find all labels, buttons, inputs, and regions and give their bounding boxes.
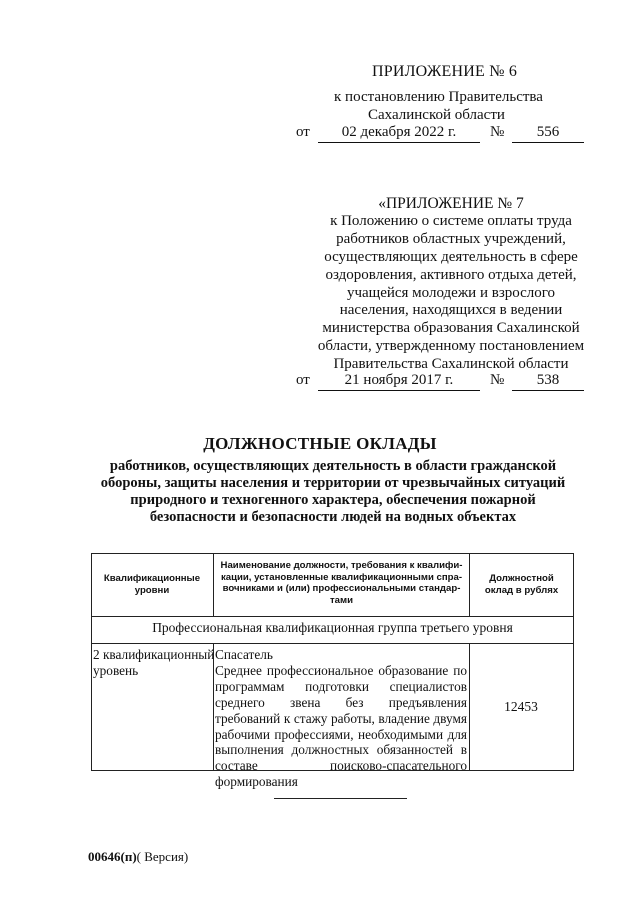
appendix-7-line: министерства образования Сахалинской [322, 320, 580, 337]
appendix-7-reference [296, 372, 596, 392]
header-salary [470, 573, 573, 596]
level-text: уровень [93, 663, 139, 678]
document-version: ( Версия) [136, 849, 189, 864]
number-label: № [490, 372, 505, 388]
appendix-7-line: к Положению о системе оплаты труда [330, 212, 572, 229]
end-separator-line [274, 798, 407, 799]
requirements-text: Среднее профессиональное образование по программам подготовки специалистов среднего звена без предъявления требований к стажу работы, владение двумя рабочими профессиями, необходимыми для выполнения должностных обязанностей в составе поисково-спасательного формирования [215, 662, 467, 790]
table-border-right [573, 553, 574, 771]
ot-label: от [296, 372, 310, 388]
table-cell-requirements [215, 647, 467, 790]
table-cell-salary: 12453 [504, 699, 538, 714]
document-subtitle [100, 458, 566, 526]
subtitle-line: безопасности и безопасности людей на водных объектах [149, 509, 517, 525]
header-text: Наименование должности, требования к квалифи- [220, 560, 463, 571]
appendix-7-line: учащейся молодежи и взрослого [346, 284, 556, 301]
position-name: Спасатель [215, 647, 273, 662]
resolution-date: 21 ноября 2017 г. [318, 372, 480, 391]
appendix-6-title: ПРИЛОЖЕНИЕ № 6 [372, 63, 518, 80]
level-text: 2 квалификационный [93, 647, 215, 662]
appendix-7-block [306, 195, 596, 374]
table-group-divider [91, 643, 574, 644]
appendix-7-line: Правительства Сахалинской области [333, 356, 569, 373]
appendix-7-line: области, утвержденному постановлением [317, 338, 585, 355]
subtitle-line: работников, осуществляющих деятельность в области гражданской [109, 458, 557, 474]
appendix-7-line: населения, находящихся в ведении [339, 302, 563, 319]
header-text: кации, установленные квалификационными спра- [220, 571, 463, 583]
header-position-requirements [214, 560, 469, 606]
appendix-7-title: «ПРИЛОЖЕНИЕ № 7 [378, 195, 524, 212]
number-label: № [490, 124, 505, 140]
subtitle-line: природного и техногенного характера, обеспечения пожарной [130, 492, 536, 508]
resolution-number: 538 [512, 372, 584, 391]
table-border-top [91, 553, 574, 554]
resolution-date: 02 декабря 2022 г. [318, 124, 480, 143]
subtitle-line: обороны, защиты населения и территории от чрезвычайных ситуаций [100, 475, 566, 491]
table-cell-level [93, 647, 215, 679]
ot-label: от [296, 124, 310, 140]
appendix-6-reference [296, 124, 596, 144]
table-group-title: Профессиональная квалификационная группа третьего уровня [152, 620, 513, 635]
appendix-7-line: осуществляющих деятельность в сфере [324, 248, 578, 265]
appendix-7-line: оздоровления, активного отдыха детей, [325, 266, 577, 283]
header-text: оклад в рублях [484, 584, 559, 596]
document-code-number: 00646(п) [88, 849, 137, 864]
resolution-number: 556 [512, 124, 584, 143]
salary-table [91, 553, 574, 790]
header-text: Должностной [489, 573, 554, 584]
header-text: вочниками и (или) профессиональными стандар- [222, 583, 461, 594]
header-qualification-levels [91, 573, 213, 596]
document-code [88, 849, 188, 865]
table-header-divider [91, 616, 574, 617]
appendix-7-line: работников областных учреждений, [336, 230, 566, 247]
header-text: уровни [134, 584, 170, 596]
header-text: тами [329, 594, 354, 606]
header-text: Квалификационные [103, 573, 201, 584]
appendix-6-line-2: Сахалинской области [368, 107, 505, 123]
appendix-6-line-1: к постановлению Правительства [334, 89, 543, 105]
document-title: ДОЛЖНОСТНЫЕ ОКЛАДЫ [203, 434, 437, 453]
